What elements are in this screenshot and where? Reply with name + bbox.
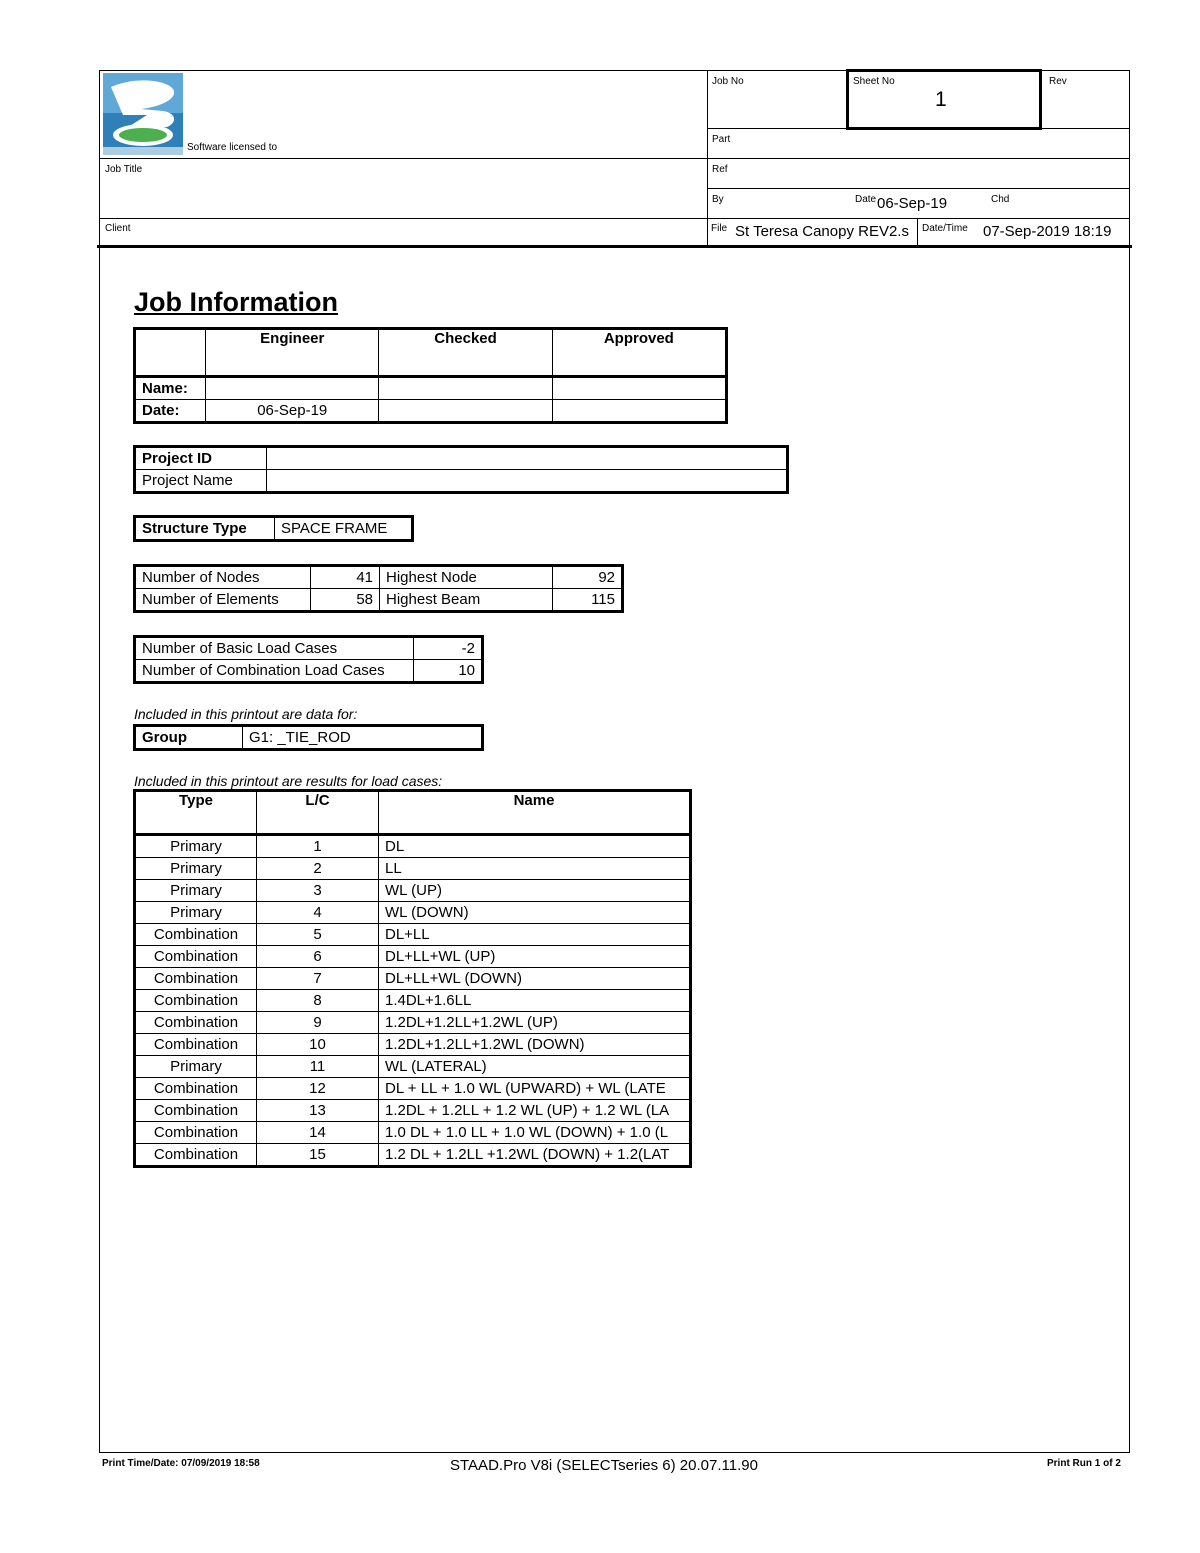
row-lc: 14 <box>257 1122 379 1144</box>
col-checked: Checked <box>379 329 552 377</box>
table-row <box>135 1144 691 1167</box>
counts-table <box>133 564 624 613</box>
col-engineer: Engineer <box>206 329 379 377</box>
by-label: By <box>712 194 724 205</box>
header-divider <box>917 218 918 246</box>
bentley-logo <box>103 73 183 155</box>
row-type: Combination <box>135 924 257 946</box>
sheet-no-value: 1 <box>935 88 947 111</box>
highest-beam-label: Highest Beam <box>380 589 553 612</box>
table-row <box>135 1012 691 1034</box>
part-label: Part <box>712 134 731 145</box>
row-type: Combination <box>135 1034 257 1056</box>
row-name: 1.0 DL + 1.0 LL + 1.0 WL (DOWN) + 1.0 (L <box>379 1122 691 1144</box>
table-row <box>135 1122 691 1144</box>
col-approved: Approved <box>552 329 726 377</box>
structure-type-value: SPACE FRAME <box>275 517 413 541</box>
project-id-label: Project ID <box>135 447 267 470</box>
row-name: DL <box>379 835 691 858</box>
row-name: WL (DOWN) <box>379 902 691 924</box>
table-row <box>135 1034 691 1056</box>
row-name: DL+LL+WL (DOWN) <box>379 968 691 990</box>
job-title-label: Job Title <box>105 164 143 175</box>
highest-node-value: 92 <box>553 566 623 589</box>
row-name: 1.4DL+1.6LL <box>379 990 691 1012</box>
table-row <box>135 880 691 902</box>
nodes-value: 41 <box>311 566 380 589</box>
engineer-date: 06-Sep-19 <box>206 400 379 423</box>
table-row <box>135 946 691 968</box>
row-name: DL + LL + 1.0 WL (UPWARD) + WL (LATE <box>379 1078 691 1100</box>
job-no-label: Job No <box>712 76 744 87</box>
project-name-label: Project Name <box>135 470 267 493</box>
combo-loads-value: 10 <box>414 660 483 683</box>
row-type: Primary <box>135 880 257 902</box>
project-name-value <box>267 470 788 493</box>
row-lc: 2 <box>257 858 379 880</box>
row-name: 1.2DL + 1.2LL + 1.2 WL (UP) + 1.2 WL (LA <box>379 1100 691 1122</box>
table-row <box>135 1056 691 1078</box>
program-version: STAAD.Pro V8i (SELECTseries 6) 20.07.11.90 <box>450 1457 758 1474</box>
structure-type-label: Structure Type <box>135 517 275 541</box>
col-type: Type <box>135 791 257 835</box>
row-lc: 13 <box>257 1100 379 1122</box>
project-table <box>133 445 789 494</box>
chd-label: Chd <box>991 194 1010 205</box>
row-lc: 7 <box>257 968 379 990</box>
combo-loads-label: Number of Combination Load Cases <box>135 660 414 683</box>
table-row <box>135 1078 691 1100</box>
row-name-label: Name: <box>135 377 206 400</box>
group-label: Group <box>135 726 243 750</box>
included-data-caption: Included in this printout are data for: <box>134 706 358 722</box>
row-lc: 12 <box>257 1078 379 1100</box>
structure-type-table <box>133 515 414 542</box>
group-value: G1: _TIE_ROD <box>243 726 483 750</box>
project-id-value <box>267 447 788 470</box>
ref-label: Ref <box>712 164 728 175</box>
row-type: Primary <box>135 902 257 924</box>
table-row <box>135 968 691 990</box>
row-date-label: Date: <box>135 400 206 423</box>
header-divider <box>707 188 1130 189</box>
table-row <box>135 990 691 1012</box>
row-name: DL+LL <box>379 924 691 946</box>
row-type: Combination <box>135 968 257 990</box>
table-row <box>135 902 691 924</box>
corner-cell <box>135 329 206 377</box>
nodes-label: Number of Nodes <box>135 566 311 589</box>
row-type: Primary <box>135 1056 257 1078</box>
row-name: WL (UP) <box>379 880 691 902</box>
row-lc: 5 <box>257 924 379 946</box>
table-row <box>135 835 691 858</box>
row-name: 1.2 DL + 1.2LL +1.2WL (DOWN) + 1.2(LAT <box>379 1144 691 1167</box>
print-run: Print Run 1 of 2 <box>1047 1458 1121 1469</box>
row-type: Primary <box>135 835 257 858</box>
row-name: 1.2DL+1.2LL+1.2WL (UP) <box>379 1012 691 1034</box>
approved-name <box>552 377 726 400</box>
sheet-no-label: Sheet No <box>853 76 895 87</box>
row-type: Combination <box>135 990 257 1012</box>
highest-beam-value: 115 <box>553 589 623 612</box>
load-counts-table <box>133 635 484 684</box>
date-value: 06-Sep-19 <box>877 195 948 212</box>
row-lc: 6 <box>257 946 379 968</box>
table-row <box>135 858 691 880</box>
file-value: St Teresa Canopy REV2.s <box>735 223 909 240</box>
row-lc: 11 <box>257 1056 379 1078</box>
checked-date <box>379 400 552 423</box>
elements-value: 58 <box>311 589 380 612</box>
row-name: DL+LL+WL (UP) <box>379 946 691 968</box>
approved-date <box>552 400 726 423</box>
date-label: Date <box>855 194 877 205</box>
client-label: Client <box>105 223 131 234</box>
header-divider <box>707 70 708 246</box>
header-bottom-rule <box>97 245 1132 248</box>
datetime-value: 07-Sep-2019 18:19 <box>983 223 1112 240</box>
col-name: Name <box>379 791 691 835</box>
row-type: Combination <box>135 1144 257 1167</box>
row-lc: 3 <box>257 880 379 902</box>
load-cases-table <box>133 789 692 1168</box>
highest-node-label: Highest Node <box>380 566 553 589</box>
group-table <box>133 724 484 751</box>
header-divider <box>99 158 1130 159</box>
row-lc: 9 <box>257 1012 379 1034</box>
row-lc: 10 <box>257 1034 379 1056</box>
page-title: Job Information <box>134 287 338 317</box>
basic-loads-label: Number of Basic Load Cases <box>135 637 414 660</box>
row-name: LL <box>379 858 691 880</box>
row-lc: 4 <box>257 902 379 924</box>
row-type: Combination <box>135 946 257 968</box>
row-name: 1.2DL+1.2LL+1.2WL (DOWN) <box>379 1034 691 1056</box>
row-type: Combination <box>135 1012 257 1034</box>
checked-name <box>379 377 552 400</box>
row-lc: 8 <box>257 990 379 1012</box>
table-row <box>135 924 691 946</box>
row-type: Combination <box>135 1078 257 1100</box>
page-frame <box>99 70 1130 1453</box>
licensed-to-label: Software licensed to <box>187 142 278 153</box>
row-type: Combination <box>135 1122 257 1144</box>
row-lc: 15 <box>257 1144 379 1167</box>
header-divider <box>99 218 1130 219</box>
rev-label: Rev <box>1049 76 1067 87</box>
row-type: Primary <box>135 858 257 880</box>
elements-label: Number of Elements <box>135 589 311 612</box>
row-type: Combination <box>135 1100 257 1122</box>
job-info-table <box>133 327 728 424</box>
row-lc: 1 <box>257 835 379 858</box>
table-row <box>135 1100 691 1122</box>
datetime-label: Date/Time <box>922 223 968 234</box>
print-time: Print Time/Date: 07/09/2019 18:58 <box>102 1458 260 1469</box>
basic-loads-value: -2 <box>414 637 483 660</box>
col-lc: L/C <box>257 791 379 835</box>
load-cases-caption: Included in this printout are results for load cases: <box>134 773 443 789</box>
row-name: WL (LATERAL) <box>379 1056 691 1078</box>
engineer-name <box>206 377 379 400</box>
file-label: File <box>711 223 728 234</box>
